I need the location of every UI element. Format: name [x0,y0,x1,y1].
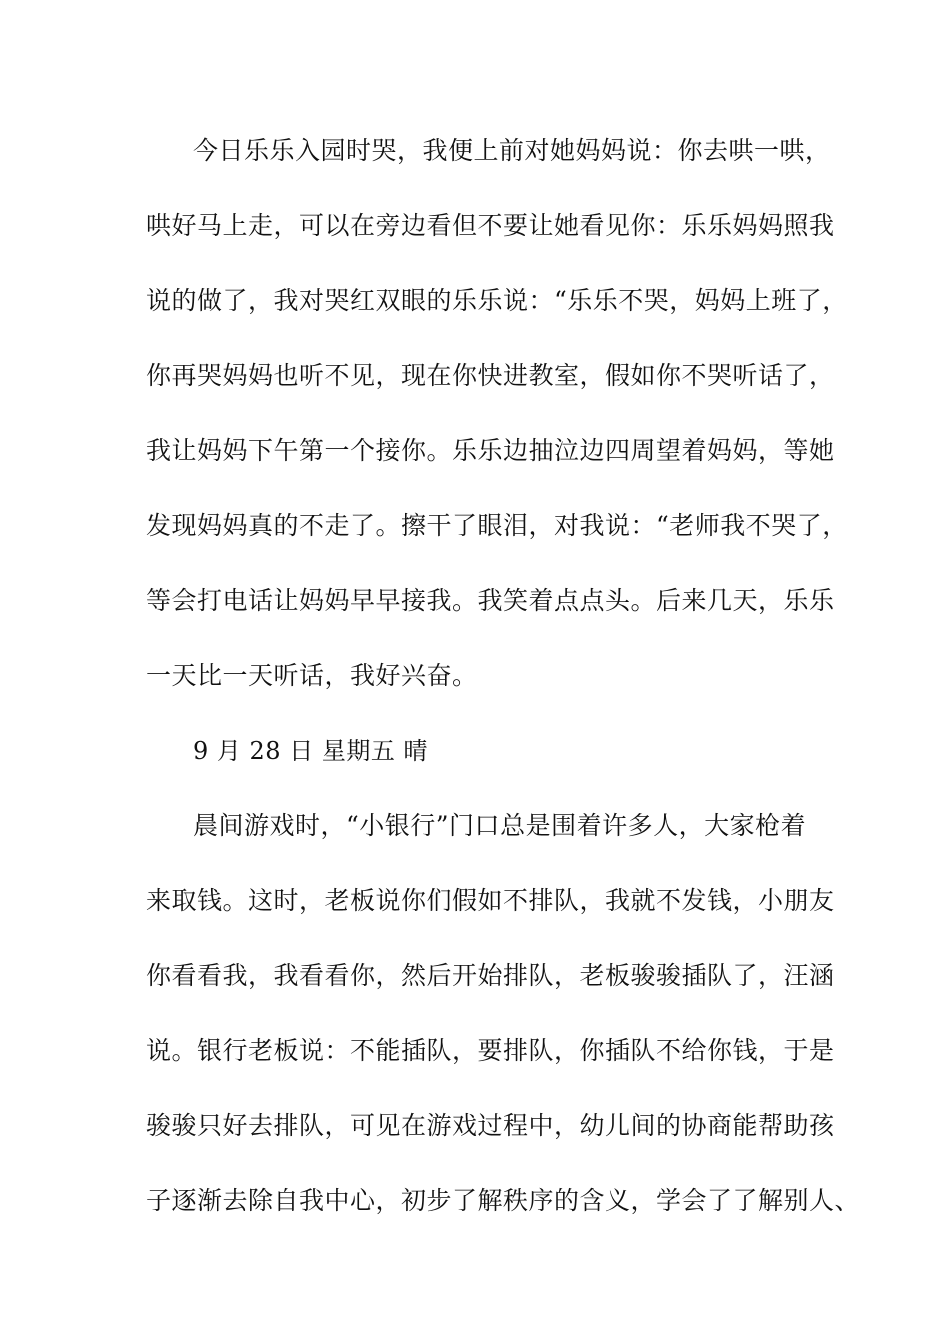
paragraph-1-line-3: 说的做了，我对哭红双眼的乐乐说：“乐乐不哭，妈妈上班了， [146,286,848,315]
paragraph-1-line-1: 今日乐乐入园时哭，我便上前对她妈妈说：你去哄一哄， [193,136,831,165]
paragraph-2-line-1: 晨间游戏时，“小银行”门口总是围着许多人，大家枪着 [193,811,807,840]
paragraph-1-line-5: 我让妈妈下午第一个接你。乐乐边抽泣边四周望着妈妈，等她 [146,436,835,465]
paragraph-2-line-5: 骏骏只好去排队，可见在游戏过程中，幼儿间的协商能帮助孩 [146,1111,835,1140]
paragraph-1-line-7: 等会打电话让妈妈早早接我。我笑着点点头。后来几天，乐乐 [146,586,835,615]
paragraph-2-line-2: 来取钱。这时，老板说你们假如不排队，我就不发钱，小朋友 [146,886,835,915]
paragraph-1-line-6: 发现妈妈真的不走了。擦干了眼泪，对我说：“老师我不哭了， [146,511,848,540]
paragraph-1-line-2: 哄好马上走，可以在旁边看但不要让她看见你：乐乐妈妈照我 [146,211,835,240]
paragraph-2-line-3: 你看看我，我看看你，然后开始排队，老板骏骏插队了，汪涵 [146,961,835,990]
paragraph-2-line-6: 子逐渐去除自我中心，初步了解秩序的含义，学会了了解别人、 [146,1186,861,1215]
paragraph-2-line-4: 说。银行老板说：不能插队，要排队，你插队不给你钱，于是 [146,1036,835,1065]
paragraph-1-line-4: 你再哭妈妈也听不见，现在你快进教室，假如你不哭听话了， [146,361,835,390]
paragraph-1-line-8: 一天比一天听话，我好兴奋。 [146,661,478,690]
date-heading: 9 月 28 日 星期五 晴 [193,737,428,765]
